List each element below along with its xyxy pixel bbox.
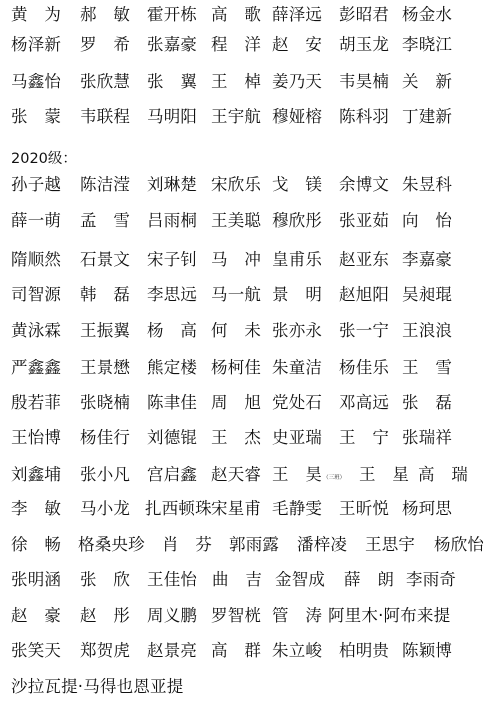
student-name: 刘德锟: [147, 428, 198, 447]
student-name: 王佳怡: [147, 570, 198, 589]
student-name: 杨佳乐: [339, 358, 390, 377]
student-name: 姜乃天: [272, 72, 323, 91]
student-name: 薛 朗: [344, 570, 395, 589]
student-name: 张 欣: [80, 570, 131, 589]
student-name: 赵亚东: [339, 250, 390, 269]
student-name: 张亦永: [272, 321, 323, 340]
student-name: 殷若菲: [11, 393, 62, 412]
student-name: 霍开栋: [147, 5, 198, 24]
student-name: 高 歌: [211, 5, 262, 24]
student-name: 张 翼: [147, 72, 198, 91]
name-row: [0, 206, 500, 236]
student-name: 肖 芬: [162, 535, 213, 554]
student-name: 向 怡: [402, 211, 453, 230]
student-name: 隋顺然: [11, 250, 62, 269]
student-name: 吴昶琨: [402, 285, 453, 304]
student-name: 张晓楠: [80, 393, 131, 412]
student-name: 邓高远: [339, 393, 390, 412]
student-name: 彭昭君: [339, 5, 390, 24]
student-name: 周义鹏: [147, 606, 198, 625]
student-name: 陈科羽: [339, 107, 390, 126]
student-name: 李思远: [147, 285, 198, 304]
name-row: [0, 423, 500, 453]
student-name: 阿里木·阿布来提: [328, 606, 451, 625]
student-name: 张小凡: [80, 465, 131, 484]
name-row: [0, 565, 500, 595]
student-name: 朱昱科: [402, 175, 453, 194]
name-row: [0, 636, 500, 666]
student-name: 党处石: [272, 393, 323, 412]
student-name: 柏明贵: [339, 641, 390, 660]
student-name: 王昕悦: [339, 499, 390, 518]
student-name: 马鑫怡: [11, 72, 62, 91]
student-name: 张一宁: [339, 321, 390, 340]
name-row: [0, 601, 500, 631]
student-name: 曲 吉: [212, 570, 263, 589]
student-name: 金智成: [275, 570, 326, 589]
name-row: [0, 102, 500, 132]
student-name: 赵 彤: [80, 606, 131, 625]
student-name: 石景文: [80, 250, 131, 269]
student-name: 何 未: [211, 321, 262, 340]
name-row: [0, 672, 500, 702]
student-name: 马明阳: [147, 107, 198, 126]
student-name: 杨柯佳: [211, 358, 262, 377]
section-heading-2020: 2020级：: [11, 151, 77, 167]
student-name: 张笑天: [11, 641, 62, 660]
student-name: 戈 镁: [272, 175, 323, 194]
student-name: 张明涵: [11, 570, 62, 589]
student-name: 王 雪: [402, 358, 453, 377]
student-name: 郑贺虎: [80, 641, 131, 660]
student-name: 沙拉瓦提·马得也恩亚提: [11, 677, 184, 696]
student-name: 穆娅榕: [272, 107, 323, 126]
student-name: 张亚茹: [339, 211, 390, 230]
name-row: [0, 388, 500, 418]
student-name: 赵天睿: [211, 465, 262, 484]
name-row: [0, 530, 500, 560]
student-name: 史亚瑞: [272, 428, 323, 447]
student-name: 王 昊（三班）: [272, 465, 346, 484]
student-name: 刘鑫埔: [11, 465, 62, 484]
student-name: 吕雨桐: [147, 211, 198, 230]
student-name: 薛一萌: [11, 211, 62, 230]
student-name: 王浪浪: [402, 321, 453, 340]
student-name: 马 冲: [211, 250, 262, 269]
name-row: [0, 280, 500, 310]
student-name: 赵 安: [272, 35, 323, 54]
name-row: [0, 0, 500, 30]
student-name: 赵 豪: [11, 606, 62, 625]
student-name: 毛静雯: [272, 499, 323, 518]
student-name: 张 磊: [402, 393, 453, 412]
student-name: 王思宇: [365, 535, 416, 554]
student-name: 宫启鑫: [147, 465, 198, 484]
student-name: 王宇航: [211, 107, 262, 126]
student-name: 韩 磊: [80, 285, 131, 304]
student-name: 孟 雪: [80, 211, 131, 230]
student-name: 刘琳楚: [147, 175, 198, 194]
student-name: 司智源: [11, 285, 62, 304]
student-name: 杨佳行: [80, 428, 131, 447]
student-name: 宋星甫: [211, 499, 262, 518]
student-name: 皇甫乐: [272, 250, 323, 269]
student-name: 陈颖博: [402, 641, 453, 660]
student-name: 高 群: [211, 641, 262, 660]
student-name: 黄泳霖: [11, 321, 62, 340]
student-name: 郝 敏: [80, 5, 131, 24]
student-name: 张瑞祥: [402, 428, 453, 447]
name-row: [0, 460, 500, 490]
name-row: [0, 316, 500, 346]
student-name: 黄 为: [11, 5, 62, 24]
student-name: 韦昊楠: [339, 72, 390, 91]
student-name: 格桑央珍: [78, 535, 145, 554]
student-name: 熊定楼: [147, 358, 198, 377]
student-name: 郭雨露: [229, 535, 280, 554]
student-name: 李嘉豪: [402, 250, 453, 269]
student-name: 潘梓凌: [297, 535, 348, 554]
name-row: [0, 30, 500, 60]
student-name: 王景懋: [80, 358, 131, 377]
student-name: 周 旭: [211, 393, 262, 412]
student-name: 徐 畅: [11, 535, 62, 554]
student-name: 薛泽远: [272, 5, 323, 24]
student-name: 余博文: [339, 175, 390, 194]
student-name: 马小龙: [80, 499, 131, 518]
name-row: [0, 245, 500, 275]
student-name: 王 星: [359, 465, 410, 484]
student-name: 严鑫鑫: [11, 358, 62, 377]
student-name: 胡玉龙: [339, 35, 390, 54]
name-row: [0, 353, 500, 383]
student-name: 杨金水: [402, 5, 453, 24]
student-name: 陈聿佳: [147, 393, 198, 412]
student-name: 关 新: [402, 72, 453, 91]
student-name: 扎西顿珠: [145, 499, 212, 518]
class-note: （三班）: [323, 475, 346, 481]
name-row: [0, 494, 500, 524]
name-row: [0, 170, 500, 200]
student-name: 杨泽新: [11, 35, 62, 54]
student-name: 王 宁: [339, 428, 390, 447]
student-name: 程 洋: [211, 35, 262, 54]
student-name: 韦联程: [80, 107, 131, 126]
student-name: 赵景亮: [147, 641, 198, 660]
student-name: 杨珂思: [402, 499, 453, 518]
student-name: 朱童洁: [272, 358, 323, 377]
student-name: 景 明: [272, 285, 323, 304]
student-name: 王美聪: [211, 211, 262, 230]
student-name: 王怡博: [11, 428, 62, 447]
student-name: 李晓江: [402, 35, 453, 54]
student-name: 赵旭阳: [339, 285, 390, 304]
student-name: 李雨奇: [406, 570, 457, 589]
student-name: 杨欣怡: [434, 535, 485, 554]
student-name: 杨 高: [147, 321, 198, 340]
name-row: [0, 67, 500, 97]
student-name: 高 瑞: [418, 465, 469, 484]
student-name: 马一航: [211, 285, 262, 304]
student-name: 张欣慧: [80, 72, 131, 91]
student-name: 宋欣乐: [211, 175, 262, 194]
student-name: 张嘉豪: [147, 35, 198, 54]
student-name: 王 杰: [211, 428, 262, 447]
student-name: 朱立峻: [272, 641, 323, 660]
student-name: 管 涛: [272, 606, 323, 625]
student-name: 罗 希: [80, 35, 131, 54]
student-name: 李 敏: [11, 499, 62, 518]
student-name: 丁建新: [402, 107, 453, 126]
student-name: 罗智桄: [211, 606, 262, 625]
student-name: 张 蒙: [11, 107, 62, 126]
student-name: 穆欣彤: [272, 211, 323, 230]
student-name: 宋子钊: [147, 250, 198, 269]
student-name: 王 棹: [211, 72, 262, 91]
student-name: 王振翼: [80, 321, 131, 340]
student-name: 陈洁滢: [80, 175, 131, 194]
student-name: 孙子越: [11, 175, 62, 194]
